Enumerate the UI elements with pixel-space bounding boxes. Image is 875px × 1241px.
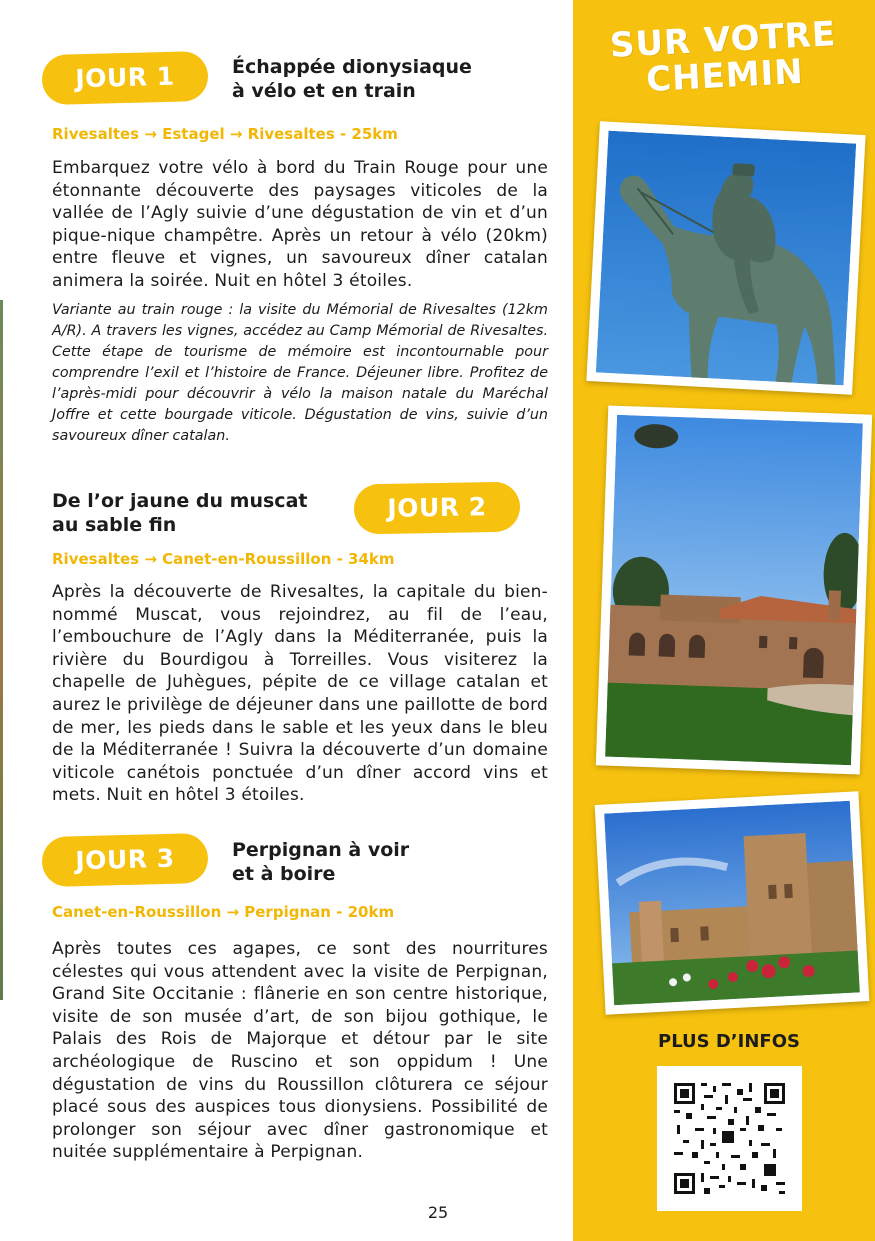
day-1-variant: Variante au train rouge : la visite du Mémorial de Rivesaltes (12km A/R). A travers les vignes, accédez au Camp Mémorial de Rivesaltes. Cette étape de tourisme de mémoire est incontournable pour comprendre l’exil et l’histoire de France. Déjeuner libre. Profitez de l’après-midi pour découvrir à vélo la maison natale du Maréchal Joffre et cette bourgade viticole. Dégustation de vins, suivie d’un savoureux dîner catalan.	[52, 302, 548, 444]
day-1-route: Rivesaltes → Estagel → Rivesaltes - 25km	[52, 125, 398, 143]
day-3-title: Perpignan à voir et à boire	[232, 839, 410, 885]
day-1-badge: JOUR 1	[41, 51, 208, 105]
sidebar-title-line-1: SUR VOTRE	[608, 14, 838, 66]
day-1-description: Embarquez votre vélo à bord du Train Rouge pour une étonnante découverte des paysages viticoles de la vallée de l’Agly suivie d’une dégustation de vin et d’un pique-nique champêtre. Après un retour à vélo (20km) entre fleuve et vignes, un savoureux dîner catalan animera la soirée. Nuit en hôtel 3 étoiles.	[52, 158, 548, 291]
page-number: 25	[427, 1203, 449, 1222]
catalan-estate-photo	[596, 406, 872, 775]
left-edge-photo-strip	[0, 300, 3, 1000]
day-1-title: Échappée dionysiaque à vélo et en train	[232, 56, 472, 102]
qr-code[interactable]	[657, 1066, 802, 1211]
equestrian-statue-photo	[586, 121, 865, 395]
more-info-label: PLUS D’INFOS	[658, 1031, 800, 1052]
sidebar-title	[571, 14, 875, 102]
sidebar-title-line-2: CHEMIN	[645, 51, 805, 101]
day-3-route: Canet-en-Roussillon → Perpignan - 20km	[52, 903, 395, 921]
day-2-description: Après la découverte de Rivesaltes, la capitale du bien-nommé Muscat, vous rejoindrez, au fil de l’eau, l’embouchure de l’Agly dans la Méditerranée, puis la rivière du Bourdigou à Torreilles. Vous visiterez la chapelle de Juhègues, pépite de ce village catalan et aurez le privilège de déjeuner dans une paillotte de bord de mer, les pieds dans le sable et les yeux dans le bleu de la Méditerranée ! Suivra la découverte d’un domaine viticole canétois ponctuée d’un dîner accord vins et mets. Nuit en hôtel 3 étoiles.	[52, 582, 548, 806]
perpignan-palace-photo	[595, 791, 870, 1015]
day-2-route: Rivesaltes → Canet-en-Roussillon - 34km	[52, 550, 395, 568]
day-3-description: Après toutes ces agapes, ce sont des nourritures célestes qui vous attendent avec la visite de Perpignan, Grand Site Occitanie : flânerie en son centre historique, visite de son musée d’art, de son bijou gothique, le Palais des Rois de Majorque et détour par le site archéologique de Ruscino et son oppidum ! Une dégustation de vins du Roussillon clôturera ce séjour placé sous des auspices tous dionysiens. Possibilité de prolonger son séjour avec dîner gastronomique et nuitée supplémentaire à Perpignan.	[52, 939, 548, 1163]
day-2-badge: JOUR 2	[354, 482, 521, 535]
qr-code-icon	[674, 1083, 785, 1194]
day-2-title: De l’or jaune du muscat au sable fin	[52, 490, 308, 536]
day-3-badge: JOUR 3	[41, 833, 208, 887]
